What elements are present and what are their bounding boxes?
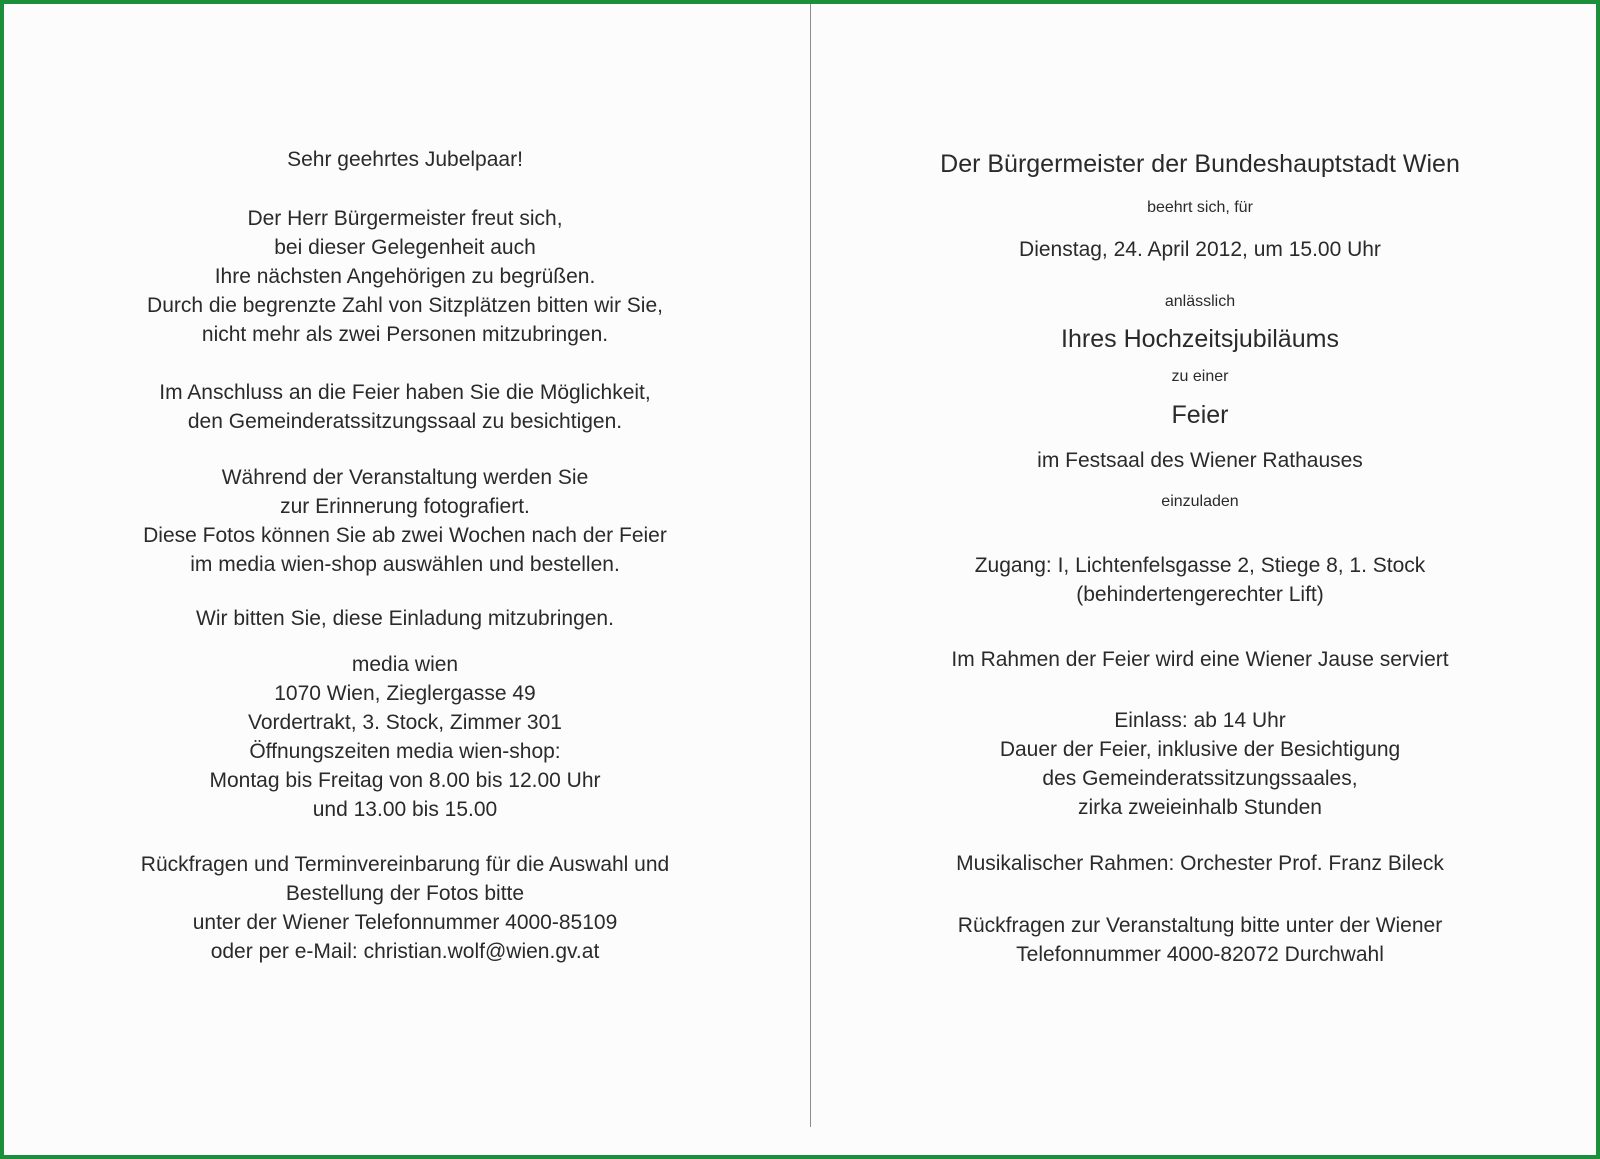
text-line: Diese Fotos können Sie ab zwei Wochen nach der Feier [143,524,667,547]
text-line: den Gemeinderatssitzungssaal zu besichtigen. [187,410,623,433]
text-line: Ihre nächsten Angehörigen zu begrüßen. [214,265,596,288]
text-line: Der Herr Bürgermeister freut sich, [247,207,563,230]
text-line: unter der Wiener Telefonnummer 4000-85109 [192,911,618,934]
honours-line: beehrt sich, für [1147,199,1253,216]
honours-block [860,197,1540,219]
venue-block [860,446,1540,475]
attendance-paragraph [60,204,750,349]
media-wien-address [60,650,750,824]
text-line: Während der Veranstaltung werden Sie [221,466,589,489]
contact-email: oder per e-Mail: christian.wolf@wien.gv.at [210,940,600,963]
text-line: und 13.00 bis 15.00 [312,798,498,821]
host-title-block [860,148,1540,180]
invite-block [860,491,1540,513]
music-paragraph [860,849,1540,878]
greeting-block [60,145,750,174]
text-line: Durch die begrenzte Zahl von Sitzplätzen bitten wir Sie, [147,294,663,317]
tour-paragraph [60,378,750,436]
event-title: Feier [1171,401,1229,429]
access-paragraph [860,551,1540,609]
text-line: Bestellung der Fotos bitte [285,882,525,905]
text-line: Einlass: ab 14 Uhr [1114,709,1286,732]
text-line: Montag bis Freitag von 8.00 bis 12.00 Uhr [209,769,601,792]
contact-paragraph [60,850,750,966]
event-date: Dienstag, 24. April 2012, um 15.00 Uhr [1019,238,1381,261]
text-line: 1070 Wien, Zieglergasse 49 [274,682,536,705]
text-line: bei dieser Gelegenheit auch [274,236,536,259]
text-line: (behindertengerechter Lift) [1076,583,1324,606]
inquiries-paragraph [860,911,1540,969]
greeting: Sehr geehrtes Jubelpaar! [287,148,523,171]
host-title: Der Bürgermeister der Bundeshauptstadt Wien [940,150,1460,178]
text-line: Zugang: I, Lichtenfelsgasse 2, Stiege 8, 1. Stock [974,554,1426,577]
text-line: nicht mehr als zwei Personen mitzubringen. [201,323,609,346]
text-line: media wien [351,653,459,676]
text-line: zirka zweieinhalb Stunden [1078,796,1322,819]
text-line: Vordertrakt, 3. Stock, Zimmer 301 [248,711,562,734]
text-line: Öffnungszeiten media wien-shop: [249,740,561,763]
to-a-line: zu einer [1171,368,1229,385]
text-line: Musikalischer Rahmen: Orchester Prof. Franz Bileck [956,852,1444,875]
date-block [860,235,1540,264]
text-line: Dauer der Feier, inklusive der Besichtigung [999,738,1401,761]
admission-paragraph [860,706,1540,822]
snack-paragraph [860,645,1540,674]
text-line: Rückfragen und Terminvereinbarung für die Auswahl und [140,853,670,876]
bring-invitation-note [60,604,750,633]
fold-line [810,4,811,1127]
text-line: im media wien-shop auswählen und bestellen. [190,553,620,576]
text-line: Im Rahmen der Feier wird eine Wiener Jause serviert [951,648,1449,671]
occasion-block [860,291,1540,313]
event-block [860,399,1540,431]
occasion-line: anlässlich [1164,293,1236,310]
text-line: Wir bitten Sie, diese Einladung mitzubringen. [196,607,614,630]
jubilee-title: Ihres Hochzeitsjubiläums [1061,325,1339,353]
text-line: des Gemeinderatssitzungssaales, [1042,767,1358,790]
photo-paragraph [60,463,750,579]
jubilee-block [860,323,1540,355]
venue-line: im Festsaal des Wiener Rathauses [1037,449,1363,472]
text-line: Rückfragen zur Veranstaltung bitte unter der Wiener [957,914,1443,937]
text-line: Im Anschluss an die Feier haben Sie die Möglichkeit, [159,381,651,404]
invite-line: einzuladen [1161,493,1239,510]
text-line: Telefonnummer 4000-82072 Durchwahl [1016,943,1384,966]
text-line: zur Erinnerung fotografiert. [280,495,530,518]
to-a-block [860,366,1540,388]
